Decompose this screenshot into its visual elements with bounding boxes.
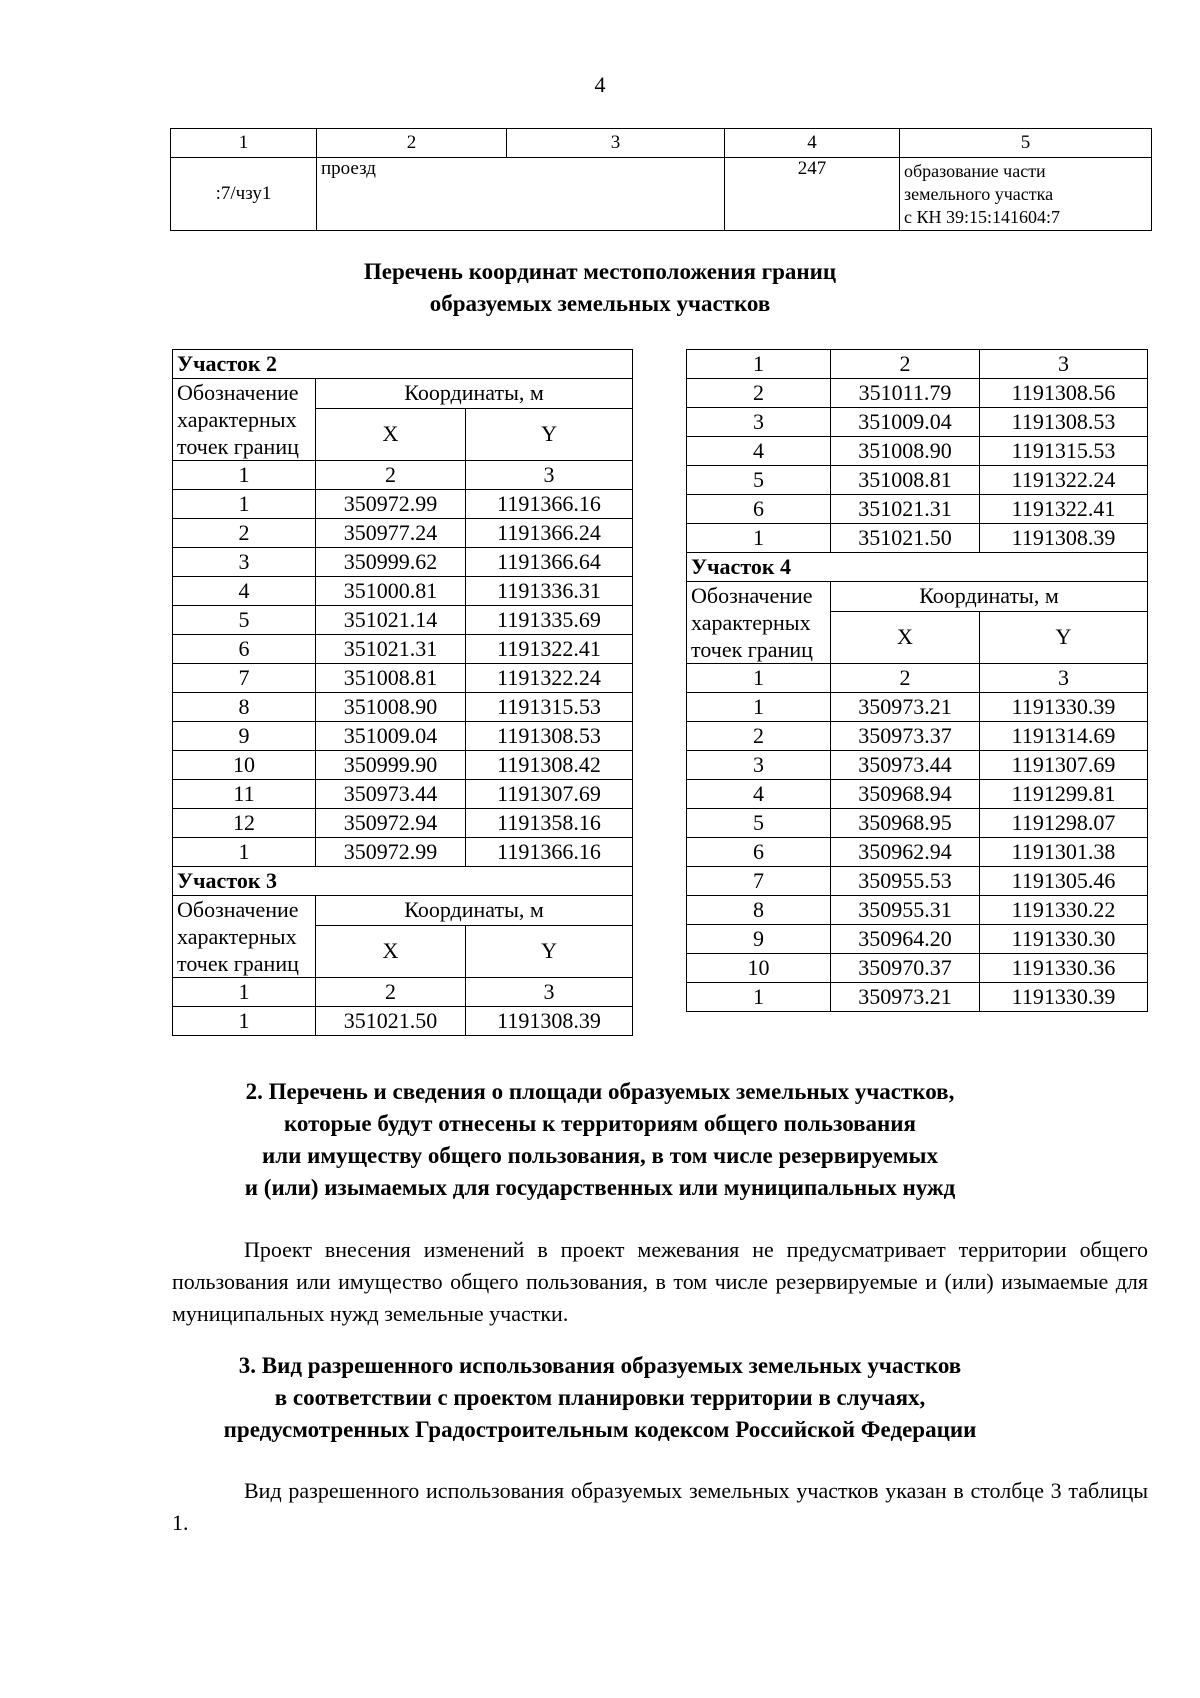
x-coordinate: 351021.14 <box>316 606 466 635</box>
designation-line: Обозначение <box>177 380 299 405</box>
column-number: 4 <box>725 129 900 158</box>
y-coordinate: 1191322.24 <box>980 466 1148 495</box>
section-2-heading <box>0 1076 1200 1204</box>
designation-line: Обозначение <box>177 897 299 922</box>
y-coordinate: 1191335.69 <box>466 606 633 635</box>
heading-line: 3. Вид разрешенного использования образуемых земельных участков <box>238 1353 962 1378</box>
purpose-line: земельного участка <box>904 184 1054 204</box>
heading-line: Перечень координат местоположения границ <box>363 259 837 284</box>
column-number: 1 <box>173 978 316 1007</box>
column-number: 1 <box>687 664 831 693</box>
table-row <box>173 606 633 635</box>
table-row <box>173 664 633 693</box>
point-number: 11 <box>173 780 316 809</box>
x-coordinate: 350968.95 <box>831 809 980 838</box>
plot-id-cell: :7/чзу1 <box>171 158 317 231</box>
y-coordinate: 1191330.22 <box>980 896 1148 925</box>
x-coordinate: 350955.53 <box>831 867 980 896</box>
y-coordinate: 1191308.53 <box>980 408 1148 437</box>
column-number: 2 <box>316 978 466 1007</box>
heading-line: в соответствии с проектом планировки территории в случаях, <box>274 1385 926 1410</box>
x-coordinate: 351011.79 <box>831 379 980 408</box>
coords-header-row <box>173 379 633 409</box>
heading-line: предусмотренных Градостроительным кодексом Российской Федерации <box>223 1417 977 1442</box>
table-row <box>687 466 1148 495</box>
column-number: 2 <box>316 461 466 490</box>
point-number: 1 <box>687 693 831 722</box>
designation-line: характерных <box>177 924 297 949</box>
table-row <box>687 983 1148 1012</box>
table-header-row <box>171 129 1152 158</box>
point-number: 3 <box>687 751 831 780</box>
y-coordinate: 1191298.07 <box>980 809 1148 838</box>
column-number: 2 <box>317 129 507 158</box>
point-number: 1 <box>687 983 831 1012</box>
table-row <box>687 809 1148 838</box>
point-number: 5 <box>173 606 316 635</box>
x-coordinate: 350972.99 <box>316 490 466 519</box>
point-number: 1 <box>173 490 316 519</box>
x-coordinate: 350973.37 <box>831 722 980 751</box>
plot-title-row <box>173 867 633 896</box>
point-number: 9 <box>173 722 316 751</box>
y-coordinate: 1191358.16 <box>466 809 633 838</box>
x-coordinate: 350973.21 <box>831 693 980 722</box>
x-coordinate: 351021.31 <box>831 495 980 524</box>
x-header: X <box>316 408 466 460</box>
y-coordinate: 1191314.69 <box>980 722 1148 751</box>
designation-line: точек границ <box>177 434 299 459</box>
y-coordinate: 1191330.39 <box>980 693 1148 722</box>
column-number: 2 <box>831 350 980 379</box>
y-coordinate: 1191307.69 <box>980 751 1148 780</box>
x-coordinate: 350999.62 <box>316 548 466 577</box>
heading-line: 2. Перечень и сведения о площади образуемых земельных участков, <box>245 1079 955 1104</box>
coords-header-row <box>687 582 1148 612</box>
section-2-paragraph <box>172 1234 1148 1330</box>
table-row <box>687 524 1148 553</box>
y-coordinate: 1191330.39 <box>980 983 1148 1012</box>
x-coordinate: 351009.04 <box>316 722 466 751</box>
designation-header <box>687 582 831 664</box>
point-number: 4 <box>687 437 831 466</box>
point-number: 6 <box>173 635 316 664</box>
coordinates-heading <box>0 256 1200 320</box>
coordinates-title: Координаты, м <box>316 896 633 926</box>
section-3-heading <box>0 1350 1200 1446</box>
column-number-row <box>687 664 1148 693</box>
table-row <box>173 519 633 548</box>
table-row <box>173 809 633 838</box>
y-coordinate: 1191299.81 <box>980 780 1148 809</box>
table-row <box>173 838 633 867</box>
land-plot-table-continuation <box>170 128 1152 231</box>
x-coordinate: 350972.99 <box>316 838 466 867</box>
table-row <box>173 490 633 519</box>
table-row <box>687 722 1148 751</box>
table-row <box>687 867 1148 896</box>
table-row <box>687 437 1148 466</box>
y-coordinate: 1191336.31 <box>466 577 633 606</box>
purpose-line: с КН 39:15:141604:7 <box>904 207 1060 227</box>
y-coordinate: 1191307.69 <box>466 780 633 809</box>
x-coordinate: 351021.31 <box>316 635 466 664</box>
table-row <box>687 693 1148 722</box>
table-row <box>687 838 1148 867</box>
designation-line: точек границ <box>177 951 299 976</box>
y-coordinate: 1191366.24 <box>466 519 633 548</box>
plot-title: Участок 2 <box>173 350 633 379</box>
column-number: 2 <box>831 664 980 693</box>
paragraph-text: Вид разрешенного использования образуемых земельных участков указан в столбце 3 таблицы 1. <box>172 1478 1148 1535</box>
table-row <box>173 1007 633 1036</box>
x-coordinate: 351009.04 <box>831 408 980 437</box>
column-number-row <box>173 461 633 490</box>
table-row <box>173 751 633 780</box>
table-row <box>687 379 1148 408</box>
coordinates-title: Координаты, м <box>831 582 1148 612</box>
table-row <box>173 548 633 577</box>
x-coordinate: 351008.81 <box>316 664 466 693</box>
x-coordinate: 351008.90 <box>831 437 980 466</box>
table-row <box>173 577 633 606</box>
point-number: 1 <box>687 524 831 553</box>
point-number: 3 <box>173 548 316 577</box>
column-number: 3 <box>980 664 1148 693</box>
point-number: 5 <box>687 466 831 495</box>
point-number: 12 <box>173 809 316 838</box>
x-coordinate: 351021.50 <box>316 1007 466 1036</box>
heading-line: образуемых земельных участков <box>429 291 771 316</box>
point-number: 5 <box>687 809 831 838</box>
x-coordinate: 350968.94 <box>831 780 980 809</box>
point-number: 4 <box>173 577 316 606</box>
plot-purpose-cell <box>900 158 1152 231</box>
purpose-line: образование части <box>904 161 1046 181</box>
table-row <box>173 635 633 664</box>
x-coordinate: 350973.21 <box>831 983 980 1012</box>
heading-line: которые будут отнесены к территориям общего пользования <box>283 1111 916 1136</box>
designation-line: точек границ <box>691 637 813 662</box>
table-row <box>173 693 633 722</box>
coordinates-title: Координаты, м <box>316 379 633 409</box>
x-coordinate: 350999.90 <box>316 751 466 780</box>
point-number: 2 <box>687 379 831 408</box>
table-row <box>687 780 1148 809</box>
designation-line: характерных <box>177 407 297 432</box>
plot-name-cell: проезд <box>317 158 725 231</box>
point-number: 4 <box>687 780 831 809</box>
y-coordinate: 1191322.41 <box>980 495 1148 524</box>
table-row <box>171 158 1152 231</box>
column-number: 1 <box>173 461 316 490</box>
table-row <box>687 925 1148 954</box>
y-coordinate: 1191308.39 <box>980 524 1148 553</box>
x-header: X <box>831 611 980 663</box>
column-number: 5 <box>900 129 1152 158</box>
plot-title-row <box>173 350 633 379</box>
point-number: 6 <box>687 838 831 867</box>
plot-title-row <box>687 553 1148 582</box>
point-number: 1 <box>173 1007 316 1036</box>
y-coordinate: 1191315.53 <box>980 437 1148 466</box>
plot-title: Участок 3 <box>173 867 633 896</box>
y-coordinate: 1191330.36 <box>980 954 1148 983</box>
heading-line: и (или) изымаемых для государственных или муниципальных нужд <box>244 1175 956 1200</box>
point-number: 3 <box>687 408 831 437</box>
y-header: Y <box>466 925 633 977</box>
plot-area-cell: 247 <box>725 158 900 231</box>
table-row <box>687 954 1148 983</box>
designation-header <box>173 379 316 461</box>
y-coordinate: 1191308.53 <box>466 722 633 751</box>
y-coordinate: 1191301.38 <box>980 838 1148 867</box>
table-row <box>687 896 1148 925</box>
y-coordinate: 1191366.64 <box>466 548 633 577</box>
column-number: 3 <box>466 461 633 490</box>
x-coordinate: 350962.94 <box>831 838 980 867</box>
column-number: 3 <box>980 350 1148 379</box>
table-row <box>687 751 1148 780</box>
column-number-row <box>173 978 633 1007</box>
point-number: 2 <box>173 519 316 548</box>
y-coordinate: 1191322.24 <box>466 664 633 693</box>
section-3-paragraph <box>172 1475 1148 1539</box>
point-number: 6 <box>687 495 831 524</box>
x-coordinate: 350972.94 <box>316 809 466 838</box>
x-coordinate: 351008.90 <box>316 693 466 722</box>
x-coordinate: 350970.37 <box>831 954 980 983</box>
paragraph-text: Проект внесения изменений в проект межевания не предусматривает территории общего пользования или имущество общего пользования, в том числе резервируемые и (или) изымаемые для муниципальных нужд земельные участки. <box>172 1237 1148 1326</box>
x-coordinate: 350964.20 <box>831 925 980 954</box>
point-number: 1 <box>173 838 316 867</box>
x-coordinate: 351021.50 <box>831 524 980 553</box>
designation-header <box>173 896 316 978</box>
table-row <box>687 495 1148 524</box>
y-coordinate: 1191308.39 <box>466 1007 633 1036</box>
column-number: 3 <box>507 129 725 158</box>
y-coordinate: 1191305.46 <box>980 867 1148 896</box>
point-number: 9 <box>687 925 831 954</box>
x-header: X <box>316 925 466 977</box>
y-coordinate: 1191330.30 <box>980 925 1148 954</box>
coordinates-table-right <box>686 349 1148 1012</box>
point-number: 7 <box>173 664 316 693</box>
y-coordinate: 1191322.41 <box>466 635 633 664</box>
table-row <box>173 722 633 751</box>
column-number: 3 <box>466 978 633 1007</box>
y-coordinate: 1191315.53 <box>466 693 633 722</box>
x-coordinate: 350973.44 <box>831 751 980 780</box>
point-number: 8 <box>687 896 831 925</box>
x-coordinate: 351000.81 <box>316 577 466 606</box>
point-number: 2 <box>687 722 831 751</box>
coords-header-row <box>173 896 633 926</box>
designation-line: Обозначение <box>691 583 813 608</box>
column-number: 1 <box>687 350 831 379</box>
coordinates-table-left <box>172 349 633 1036</box>
table-row <box>687 408 1148 437</box>
heading-line: или имуществу общего пользования, в том числе резервируемых <box>261 1143 938 1168</box>
y-header: Y <box>466 408 633 460</box>
table-row <box>173 780 633 809</box>
column-number-row <box>687 350 1148 379</box>
column-number: 1 <box>171 129 317 158</box>
x-coordinate: 350973.44 <box>316 780 466 809</box>
y-header: Y <box>980 611 1148 663</box>
y-coordinate: 1191308.56 <box>980 379 1148 408</box>
point-number: 7 <box>687 867 831 896</box>
y-coordinate: 1191308.42 <box>466 751 633 780</box>
x-coordinate: 351008.81 <box>831 466 980 495</box>
plot-title: Участок 4 <box>687 553 1148 582</box>
y-coordinate: 1191366.16 <box>466 838 633 867</box>
x-coordinate: 350977.24 <box>316 519 466 548</box>
x-coordinate: 350955.31 <box>831 896 980 925</box>
point-number: 10 <box>173 751 316 780</box>
designation-line: характерных <box>691 610 811 635</box>
page-number: 4 <box>594 72 606 97</box>
point-number: 8 <box>173 693 316 722</box>
point-number: 10 <box>687 954 831 983</box>
y-coordinate: 1191366.16 <box>466 490 633 519</box>
